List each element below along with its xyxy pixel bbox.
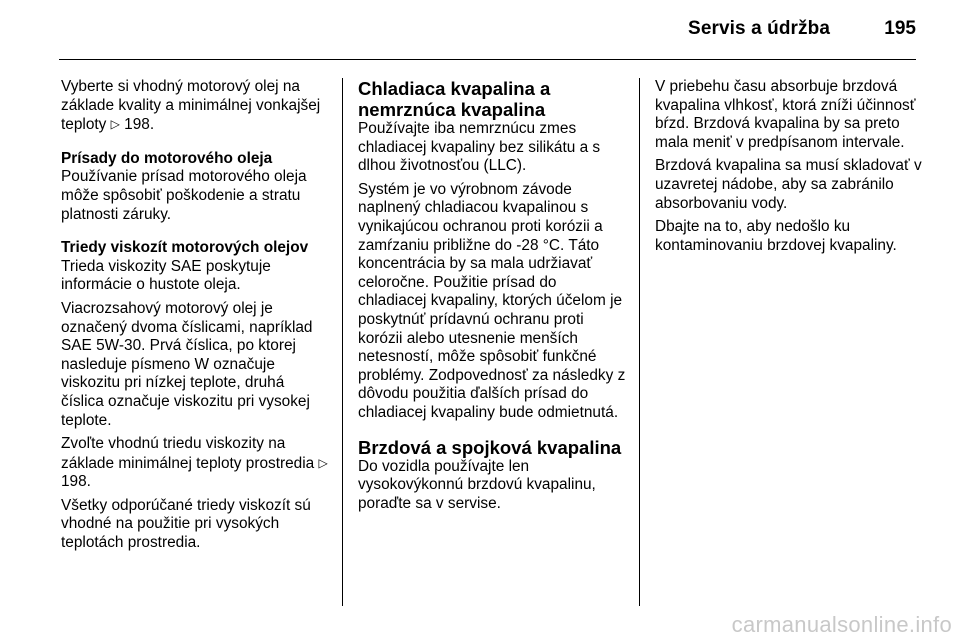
- heading-coolant: Chladiaca kvapalina a nemrznúca kvapalina: [358, 78, 551, 120]
- paragraph: [358, 181, 626, 423]
- column-divider: [639, 78, 640, 606]
- paragraph: [61, 497, 329, 553]
- paragraph-text: Používanie prísad motorového oleja môže spôsobiť poškodenie a stratu platnosti záruky.: [61, 168, 307, 223]
- paragraph-text: Do vozidla používajte len vysokovýkonnú brzdovú kvapalinu, poraďte sa v servise.: [358, 457, 596, 512]
- paragraph-text: Všetky odporúčané triedy viskozít sú vhodné na použitie pri vysokých teplotách prostredia.: [61, 496, 311, 552]
- column-right: [655, 78, 925, 260]
- paragraph: [61, 78, 329, 135]
- cross-reference-icon: ▷: [318, 455, 328, 470]
- paragraph: [358, 458, 626, 514]
- subheading-viscosity: Triedy viskozít motorových olejov: [61, 239, 309, 257]
- paragraph-text: Zvoľte vhodnú triedu viskozity na základe minimálnej teploty prostredia: [61, 435, 315, 472]
- paragraph: [61, 150, 329, 224]
- paragraph-text: Viacrozsahový motorový olej je označený dvoma číslicami, napríklad SAE 5W-30. Prvá číslica, po ktorej nasleduje písmeno W označuje viskozitu pri nízkej teplote, druhá číslica označuje viskozitu pri vysokej teplote.: [61, 299, 313, 429]
- column-divider: [342, 78, 343, 606]
- page-reference: 198.: [124, 116, 155, 134]
- paragraph-text: V priebehu času absorbuje brzdová kvapalina vlhkosť, ktorá zníži účinnosť bŕzd. Brzdová kvapalina by sa preto mala meniť v predpísanom intervale.: [655, 78, 916, 151]
- paragraph-text: Trieda viskozity SAE poskytuje informácie o hustote oleja.: [61, 257, 271, 294]
- paragraph: [358, 120, 626, 176]
- paragraph: [655, 157, 925, 213]
- heading-brake-fluid: Brzdová a spojková kvapalina: [358, 436, 622, 458]
- subheading-additives: Prísady do motorového oleja: [61, 149, 273, 167]
- cross-reference-icon: ▷: [110, 117, 120, 132]
- paragraph-text: Vyberte si vhodný motorový olej na základe kvality a minimálnej vonkajšej teploty: [61, 78, 321, 134]
- column-left: [61, 78, 329, 558]
- paragraph: [61, 435, 329, 492]
- page-reference: 198.: [61, 473, 91, 491]
- paragraph-text: Systém je vo výrobnom závode naplnený chladiacou kvapalinou s vynikajúcou ochranou proti korózii a zamŕzaniu približne do -28 °C. Táto koncentrácia by sa mala udržiavať celoročne. Použitie prísad do chladiacej kvapaliny, ktorých účelom je poskytnúť prídavnú ochranu proti korózii alebo utesnenie menších netesností, môže spôsobiť funkčné problémy. Zodpovednosť za následky z dôvodu použitia ďalších prísad do chladiacej kvapaliny bude odmietnutá.: [358, 180, 626, 421]
- column-middle: [358, 78, 626, 518]
- paragraph-text: Brzdová kvapalina sa musí skladovať v uzavretej nádobe, aby sa zabránilo absorbovaniu vody.: [655, 157, 922, 212]
- paragraph-text: Používajte iba nemrznúcu zmes chladiacej kvapaliny bez silikátu a s dlhou životnosťou (LLC).: [358, 120, 601, 175]
- watermark-text: carmanualsonline.info: [731, 612, 952, 637]
- paragraph-text: Dbajte na to, aby nedošlo ku kontaminovaniu brzdovej kvapaliny.: [655, 218, 897, 254]
- paragraph: [655, 78, 925, 152]
- paragraph: [61, 300, 329, 430]
- section-title: Servis a údržba: [688, 18, 830, 39]
- header-divider: [59, 59, 916, 60]
- paragraph: [655, 218, 925, 255]
- paragraph: [61, 239, 329, 295]
- page-number: 195: [884, 18, 916, 39]
